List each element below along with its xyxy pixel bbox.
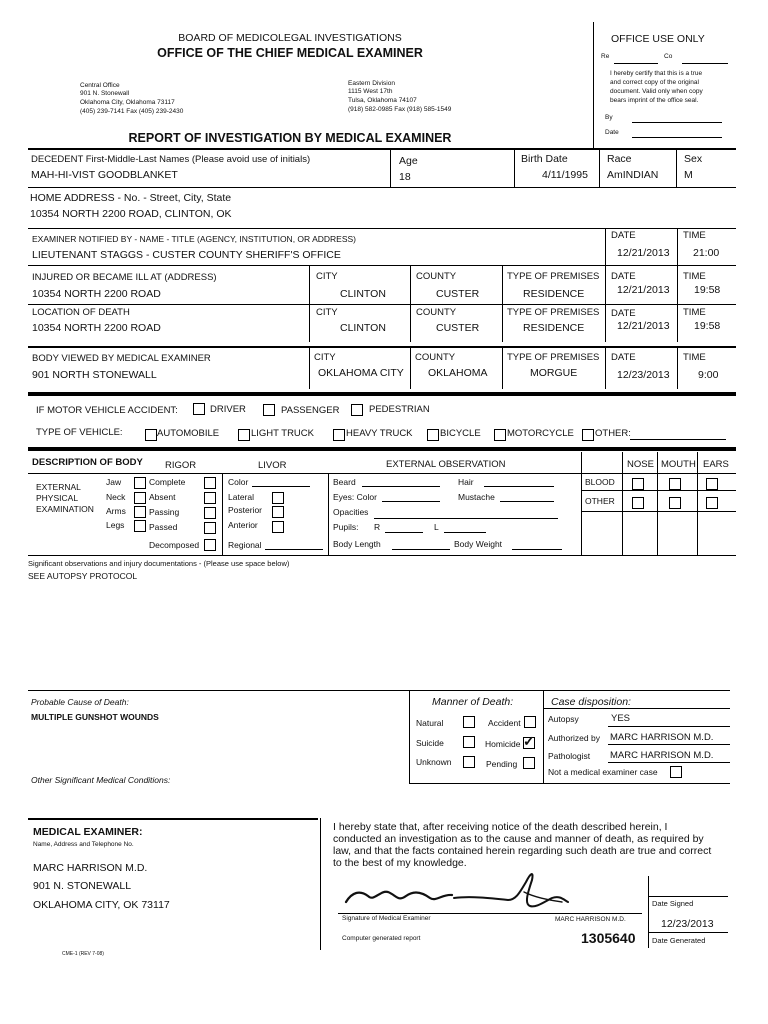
time-label: TIME bbox=[683, 307, 706, 318]
pedestrian-label: PEDESTRIAN bbox=[369, 404, 430, 415]
premises-label: TYPE OF PREMISES bbox=[507, 271, 600, 282]
physical-label: PHYSICAL bbox=[36, 493, 79, 503]
cause-value: MULTIPLE GUNSHOT WOUNDS bbox=[31, 712, 159, 722]
sex-label: Sex bbox=[684, 153, 703, 165]
home-label: HOME ADDRESS - No. - Street, City, State bbox=[30, 192, 232, 204]
driver-checkbox[interactable] bbox=[193, 403, 205, 415]
body-weight-label: Body Weight bbox=[454, 539, 503, 549]
examiner-signature bbox=[340, 862, 580, 914]
passenger-label: PASSENGER bbox=[281, 405, 340, 416]
beard-label: Beard bbox=[333, 477, 356, 487]
city-label: CITY bbox=[316, 271, 338, 282]
nose-label: NOSE bbox=[627, 459, 654, 470]
eastern-l1: Eastern Division bbox=[348, 80, 395, 87]
external-obs-label: EXTERNAL OBSERVATION bbox=[386, 459, 506, 470]
blood-label: BLOOD bbox=[585, 477, 615, 487]
cert-line: and correct copy of the original bbox=[610, 79, 699, 86]
other-mouth-checkbox[interactable] bbox=[669, 497, 681, 509]
anterior-checkbox[interactable] bbox=[272, 521, 284, 533]
observations-value: SEE AUTOPSY PROTOCOL bbox=[28, 571, 138, 581]
birth-label: Birth Date bbox=[521, 153, 568, 165]
not-me-case-checkbox[interactable] bbox=[670, 766, 682, 778]
viewed-address: 901 NORTH STONEWALL bbox=[32, 369, 157, 381]
viewed-time: 9:00 bbox=[698, 369, 719, 381]
injured-premises: RESIDENCE bbox=[523, 288, 585, 300]
blood-mouth-checkbox[interactable] bbox=[669, 478, 681, 490]
pending-label: Pending bbox=[486, 759, 518, 769]
premises-label: TYPE OF PREMISES bbox=[507, 352, 600, 363]
authorized-label: Authorized by bbox=[548, 733, 600, 743]
viewed-premises: MORGUE bbox=[530, 367, 578, 379]
death-address: 10354 NORTH 2200 ROAD bbox=[32, 322, 161, 334]
heavy-truck-checkbox[interactable] bbox=[333, 429, 345, 441]
automobile-label: AUTOMOBILE bbox=[157, 428, 220, 439]
notified-label: EXAMINER NOTIFIED BY - NAME - TITLE (AGENCY, INSTITUTION, OR ADDRESS) bbox=[32, 234, 356, 244]
posterior-checkbox[interactable] bbox=[272, 506, 284, 518]
opacities-label: Opacities bbox=[333, 507, 369, 517]
ears-label: EARS bbox=[703, 459, 729, 470]
injured-label: INJURED OR BECAME ILL AT (ADDRESS) bbox=[32, 272, 217, 283]
death-county: CUSTER bbox=[436, 322, 480, 334]
regional-label: Regional bbox=[228, 540, 262, 550]
eyes-color-label: Eyes: Color bbox=[333, 492, 377, 502]
statement-line: to the best of my knowledge. bbox=[333, 857, 467, 869]
other-label: OTHER bbox=[585, 496, 615, 506]
other-vehicle-checkbox[interactable] bbox=[582, 429, 594, 441]
signature-printed: MARC HARRISON M.D. bbox=[555, 916, 626, 923]
observations-label: Significant observations and injury documentations - (Please use space below) bbox=[28, 559, 290, 568]
statement-line: conducted an investigation as to the cause and manner of death, as required by bbox=[333, 833, 704, 845]
date-label: DATE bbox=[611, 230, 636, 241]
pathologist-value: MARC HARRISON M.D. bbox=[610, 750, 714, 761]
vehicle-type-label: TYPE OF VEHICLE: bbox=[36, 427, 123, 438]
passenger-checkbox[interactable] bbox=[263, 404, 275, 416]
lateral-checkbox[interactable] bbox=[272, 492, 284, 504]
notified-date: 12/21/2013 bbox=[617, 247, 670, 259]
suicide-checkbox[interactable] bbox=[463, 736, 475, 748]
city-label: CITY bbox=[314, 352, 336, 363]
death-time: 19:58 bbox=[694, 320, 721, 332]
autopsy-label: Autopsy bbox=[548, 714, 579, 724]
mva-label: IF MOTOR VEHICLE ACCIDENT: bbox=[36, 405, 178, 416]
time-label: TIME bbox=[683, 271, 706, 282]
decomposed-label: Decomposed bbox=[149, 540, 200, 550]
county-label: COUNTY bbox=[416, 271, 457, 282]
legs-label: Legs bbox=[106, 520, 125, 530]
accident-label: Accident bbox=[488, 718, 521, 728]
unknown-label: Unknown bbox=[416, 757, 452, 767]
viewed-city: OKLAHOMA CITY bbox=[318, 367, 404, 379]
automobile-checkbox[interactable] bbox=[145, 429, 157, 441]
computer-generated: Computer generated report bbox=[342, 935, 421, 942]
age-value: 18 bbox=[399, 171, 411, 183]
pupil-l-label: L bbox=[434, 522, 439, 532]
pending-checkbox[interactable] bbox=[523, 757, 535, 769]
injured-time: 19:58 bbox=[694, 284, 721, 296]
pupil-r-label: R bbox=[374, 522, 381, 532]
unknown-checkbox[interactable] bbox=[463, 756, 475, 768]
central-l2: 901 N. Stonewall bbox=[80, 90, 130, 97]
mustache-label: Mustache bbox=[458, 492, 495, 502]
bicycle-checkbox[interactable] bbox=[427, 429, 439, 441]
age-label: Age bbox=[399, 155, 418, 167]
anterior-label: Anterior bbox=[228, 520, 258, 530]
re-label: Re bbox=[601, 53, 610, 60]
absent-label: Absent bbox=[149, 492, 176, 502]
county-label: COUNTY bbox=[415, 352, 456, 363]
co-label: Co bbox=[664, 53, 673, 60]
driver-label: DRIVER bbox=[210, 404, 246, 415]
examiner-name: MARC HARRISON M.D. bbox=[33, 862, 148, 874]
date-label: DATE bbox=[611, 271, 636, 282]
death-premises: RESIDENCE bbox=[523, 322, 585, 334]
city-label: CITY bbox=[316, 307, 338, 318]
arms-label: Arms bbox=[106, 506, 126, 516]
not-me-case-label: Not a medical examiner case bbox=[548, 767, 658, 777]
viewed-label: BODY VIEWED BY MEDICAL EXAMINER bbox=[32, 353, 211, 364]
death-label: LOCATION OF DEATH bbox=[32, 307, 130, 318]
natural-label: Natural bbox=[416, 718, 444, 728]
death-date: 12/21/2013 bbox=[617, 320, 670, 332]
homicide-check-icon: ✓ bbox=[523, 733, 535, 749]
lateral-label: Lateral bbox=[228, 492, 254, 502]
homicide-label: Homicide bbox=[485, 739, 521, 749]
examiner-addr2: OKLAHOMA CITY, OK 73117 bbox=[33, 899, 170, 911]
heavy-truck-label: HEAVY TRUCK bbox=[346, 428, 413, 439]
body-title: DESCRIPTION OF BODY bbox=[32, 457, 143, 468]
decedent-label: DECEDENT First-Middle-Last Names (Please avoid use of initials) bbox=[31, 154, 311, 165]
form-code: CME-1 (REV 7-08) bbox=[62, 951, 104, 957]
decedent-name: MAH-HI-VIST GOODBLANKET bbox=[31, 169, 178, 181]
cert-line: I hereby certify that this is a true bbox=[610, 70, 703, 77]
external-label: EXTERNAL bbox=[36, 482, 81, 492]
other-nose-checkbox[interactable] bbox=[632, 497, 644, 509]
natural-checkbox[interactable] bbox=[463, 716, 475, 728]
central-l3: Oklahoma City, Oklahoma 73117 bbox=[80, 99, 175, 106]
central-l1: Central Office bbox=[80, 82, 120, 89]
livor-color-label: Color bbox=[228, 477, 249, 487]
authorized-value: MARC HARRISON M.D. bbox=[610, 732, 714, 743]
motorcycle-label: MOTORCYCLE bbox=[507, 428, 574, 439]
blood-nose-checkbox[interactable] bbox=[632, 478, 644, 490]
neck-checkbox[interactable] bbox=[134, 492, 146, 504]
passing-checkbox[interactable] bbox=[204, 507, 216, 519]
examiner-sub: Name, Address and Telephone No. bbox=[33, 841, 134, 848]
sex-value: M bbox=[684, 169, 693, 181]
legs-checkbox[interactable] bbox=[134, 520, 146, 532]
pupils-label: Pupils: bbox=[333, 522, 359, 532]
cert-line: bears imprint of the office seal. bbox=[610, 97, 699, 104]
passed-label: Passed bbox=[149, 522, 178, 532]
rigor-label: RIGOR bbox=[165, 460, 197, 471]
other-ears-checkbox[interactable] bbox=[706, 497, 718, 509]
passing-label: Passing bbox=[149, 507, 180, 517]
viewed-date: 12/23/2013 bbox=[617, 369, 670, 381]
report-number: 1305640 bbox=[581, 930, 636, 946]
county-label: COUNTY bbox=[416, 307, 457, 318]
other-vehicle-field[interactable] bbox=[630, 439, 726, 440]
other-vehicle-label: OTHER: bbox=[595, 428, 631, 439]
injured-address: 10354 NORTH 2200 ROAD bbox=[32, 288, 161, 300]
passed-checkbox[interactable] bbox=[204, 522, 216, 534]
eastern-l3: Tulsa, Oklahoma 74107 bbox=[348, 97, 417, 104]
home-value: 10354 NORTH 2200 ROAD, CLINTON, OK bbox=[30, 208, 232, 220]
statement-line: law, and that the facts contained herein regarding such death are true and correct bbox=[333, 845, 712, 857]
date-signed-label: Date Signed bbox=[652, 899, 694, 908]
notified-value: LIEUTENANT STAGGS - CUSTER COUNTY SHERIFF'S OFFICE bbox=[32, 249, 341, 261]
examination-label: EXAMINATION bbox=[36, 504, 94, 514]
viewed-county: OKLAHOMA bbox=[428, 367, 488, 379]
premises-label: TYPE OF PREMISES bbox=[507, 307, 600, 318]
by-label: By bbox=[605, 114, 613, 121]
decomposed-checkbox[interactable] bbox=[204, 539, 216, 551]
central-l4: (405) 239-7141 Fax (405) 239-2430 bbox=[80, 108, 184, 115]
examiner-title: MEDICAL EXAMINER: bbox=[33, 826, 143, 838]
date-signed: 12/23/2013 bbox=[661, 918, 714, 930]
date-generated-label: Date Generated bbox=[652, 936, 706, 945]
light-truck-label: LIGHT TRUCK bbox=[251, 428, 314, 439]
date-label: DATE bbox=[611, 308, 636, 319]
date-label: DATE bbox=[611, 352, 636, 363]
office-use-title: OFFICE USE ONLY bbox=[611, 33, 705, 45]
signature-label: Signature of Medical Examiner bbox=[342, 915, 431, 922]
cause-label: Probable Cause of Death: bbox=[31, 697, 129, 707]
bicycle-label: BICYCLE bbox=[440, 428, 481, 439]
notified-time: 21:00 bbox=[693, 247, 720, 259]
birth-value: 4/11/1995 bbox=[542, 169, 588, 181]
arms-checkbox[interactable] bbox=[134, 506, 146, 518]
statement-line: I hereby state that, after receiving notice of the death described herein, I bbox=[333, 821, 668, 833]
manner-label: Manner of Death: bbox=[432, 696, 514, 708]
accident-checkbox[interactable] bbox=[524, 716, 536, 728]
absent-checkbox[interactable] bbox=[204, 492, 216, 504]
board-name: BOARD OF MEDICOLEGAL INVESTIGATIONS bbox=[178, 32, 402, 44]
time-label: TIME bbox=[683, 230, 706, 241]
jaw-label: Jaw bbox=[106, 477, 122, 487]
eastern-l4: (918) 582-0985 Fax (918) 585-1549 bbox=[348, 106, 452, 113]
office-name: OFFICE OF THE CHIEF MEDICAL EXAMINER bbox=[157, 46, 423, 60]
date-label: Date bbox=[605, 129, 619, 136]
cert-line: document. Valid only when copy bbox=[610, 88, 703, 95]
race-value: AmINDIAN bbox=[607, 169, 659, 181]
death-city: CLINTON bbox=[340, 322, 386, 334]
suicide-label: Suicide bbox=[416, 738, 444, 748]
examiner-addr1: 901 N. STONEWALL bbox=[33, 880, 132, 892]
motorcycle-checkbox[interactable] bbox=[494, 429, 506, 441]
injured-city: CLINTON bbox=[340, 288, 386, 300]
autopsy-value: YES bbox=[611, 713, 631, 724]
posterior-label: Posterior bbox=[228, 505, 263, 515]
injured-county: CUSTER bbox=[436, 288, 480, 300]
neck-label: Neck bbox=[106, 492, 126, 502]
time-label: TIME bbox=[683, 352, 706, 363]
eastern-l2: 1115 West 17th bbox=[348, 88, 393, 95]
blood-ears-checkbox[interactable] bbox=[706, 478, 718, 490]
disposition-label: Case disposition: bbox=[551, 696, 631, 708]
jaw-checkbox[interactable] bbox=[134, 477, 146, 489]
complete-checkbox[interactable] bbox=[204, 477, 216, 489]
pathologist-label: Pathologist bbox=[548, 751, 591, 761]
body-length-label: Body Length bbox=[333, 539, 381, 549]
complete-label: Complete bbox=[149, 477, 186, 487]
pedestrian-checkbox[interactable] bbox=[351, 404, 363, 416]
hair-label: Hair bbox=[458, 477, 474, 487]
other-conditions-label: Other Significant Medical Conditions: bbox=[31, 775, 171, 785]
light-truck-checkbox[interactable] bbox=[238, 429, 250, 441]
race-label: Race bbox=[607, 153, 632, 165]
report-title: REPORT OF INVESTIGATION BY MEDICAL EXAMINER bbox=[128, 131, 452, 145]
mouth-label: MOUTH bbox=[661, 459, 696, 470]
injured-date: 12/21/2013 bbox=[617, 284, 670, 296]
livor-label: LIVOR bbox=[258, 460, 287, 471]
